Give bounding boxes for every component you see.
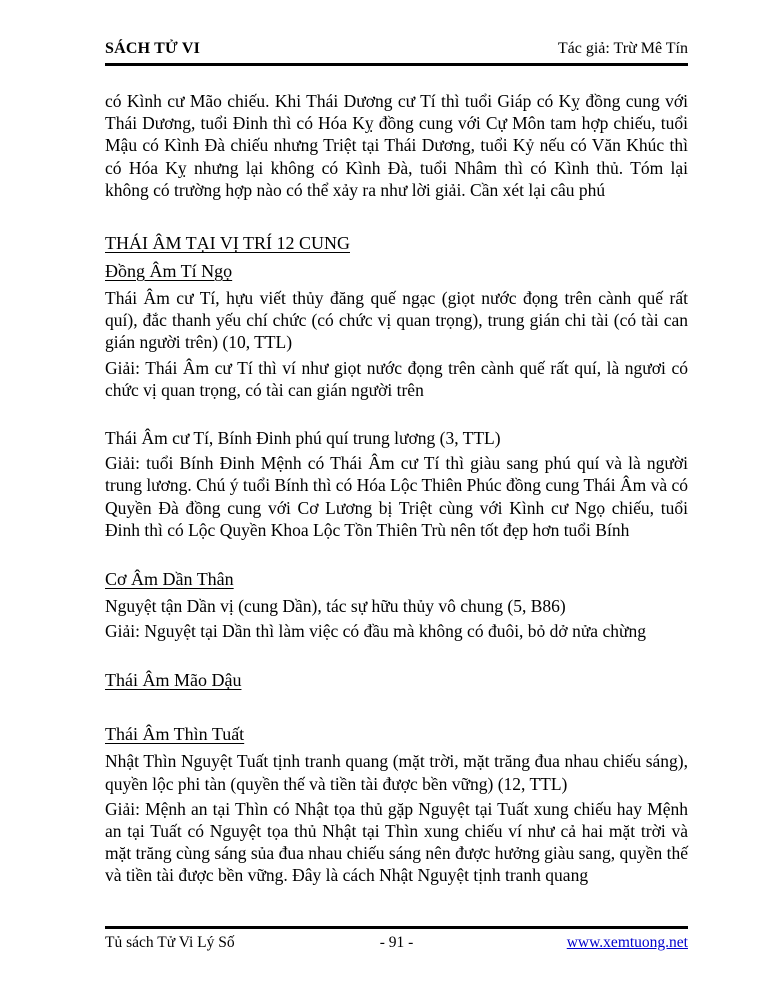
subsection-heading-thai-am-thin-tuat: Thái Âm Thìn Tuất — [105, 724, 245, 745]
paragraph-phu-nguyet-tan: Nguyệt tận Dần vị (cung Dần), tác sự hữu thủy vô chung (5, B86) — [105, 596, 566, 617]
subsection-heading-dong-am-ti-ngo: Đồng Âm Tí Ngọ — [105, 261, 233, 282]
page-body — [105, 90, 688, 887]
footer-website-link[interactable]: www.xemtuong.net — [566, 934, 688, 951]
footer-page-number: - 91 - — [379, 934, 414, 951]
page-footer — [105, 926, 688, 952]
paragraph-phu-nhat-thin: Nhật Thìn Nguyệt Tuất tịnh tranh quang (mặt trời, mặt trăng đua nhau chiếu sáng), quyền lộc phi tàn (quyền thế và tiền tài được bền vững) (12, TTL) — [105, 751, 688, 794]
paragraph-intro: có Kình cư Mão chiếu. Khi Thái Dương cư Tí thì tuổi Giáp có Kỵ đồng cung với Thái Dương, tuổi Đinh thì có Hóa Kỵ đồng cung với Cự Môn tam hợp chiếu, tuổi Mậu có Kình Đà chiếu nhưng Triệt tại Thái Dương, tuổi Kỷ nếu có Văn Khúc thì có Hóa Kỵ nhưng lại không có Kình Đà, tuổi Nhâm thì có Kình thủ. Tóm lại không có trường hợp nào có thể xảy ra như lời giải. Cần xét lại câu phú — [105, 91, 688, 200]
section-heading-thai-am-12-cung: THÁI ÂM TẠI VỊ TRÍ 12 CUNG — [105, 233, 350, 254]
paragraph-giai-dong-am: Giải: Thái Âm cư Tí thì ví như giọt nước đọng trên cành quế rất quí, là ngươi có chức vị quan trọng, có tài can gián người trên — [105, 357, 688, 400]
paragraph-giai-binh-dinh: Giải: tuổi Bính Đinh Mệnh có Thái Âm cư Tí thì giàu sang phú quí và là người trung lương. Chú ý tuổi Bính thì có Hóa Lộc Thiên Phúc đồng cung Thái Âm và có Quyền Đà đồng cung với Cơ Lương bị Triệt cùng với Kình cư Ngọ chiếu, tuổi Đinh thì có Lộc Quyền Khoa Lộc Tồn Thiên Trù nên tốt đẹp hơn tuổi Bính — [105, 453, 688, 540]
paragraph-phu-binh-dinh: Thái Âm cư Tí, Bính Đinh phú quí trung lương (3, TTL) — [105, 428, 501, 449]
subsection-heading-thai-am-mao-dau: Thái Âm Mão Dậu — [105, 670, 242, 691]
header-author: Tác giả: Trừ Mê Tín — [557, 40, 688, 57]
page-header — [105, 40, 688, 66]
header-book-title: SÁCH TỬ VI — [105, 40, 201, 57]
paragraph-giai-nguyet-tan: Giải: Nguyệt tại Dần thì làm việc có đầu mà không có đuôi, bỏ dở nửa chừng — [105, 621, 646, 642]
paragraph-phu-dong-am: Thái Âm cư Tí, hựu viết thủy đăng quế ngạc (giọt nước đọng trên cành quế rất quí), đắc thanh yếu chí chức (có chức vị quan trọng), trung gián chi tài (có tài can gián người trên) (10, TTL) — [105, 288, 688, 353]
paragraph-giai-nhat-thin: Giải: Mệnh an tại Thìn có Nhật tọa thủ gặp Nguyệt tại Tuất xung chiếu hay Mệnh an tại Tuất có Nguyệt tọa thủ Nhật tại Thìn xung chiếu ví như cả hai mặt trời và mặt trăng cùng sáng sủa đua nhau chiếu sáng nên được hưởng giàu sang, quyền thế và tiền tài được bền vững. Đây là cách Nhật Nguyệt tịnh tranh quang — [105, 798, 688, 886]
subsection-heading-co-am-dan-than: Cơ Âm Dần Thân — [105, 569, 234, 590]
footer-series-title: Tủ sách Tử Vi Lý Số — [105, 934, 235, 951]
